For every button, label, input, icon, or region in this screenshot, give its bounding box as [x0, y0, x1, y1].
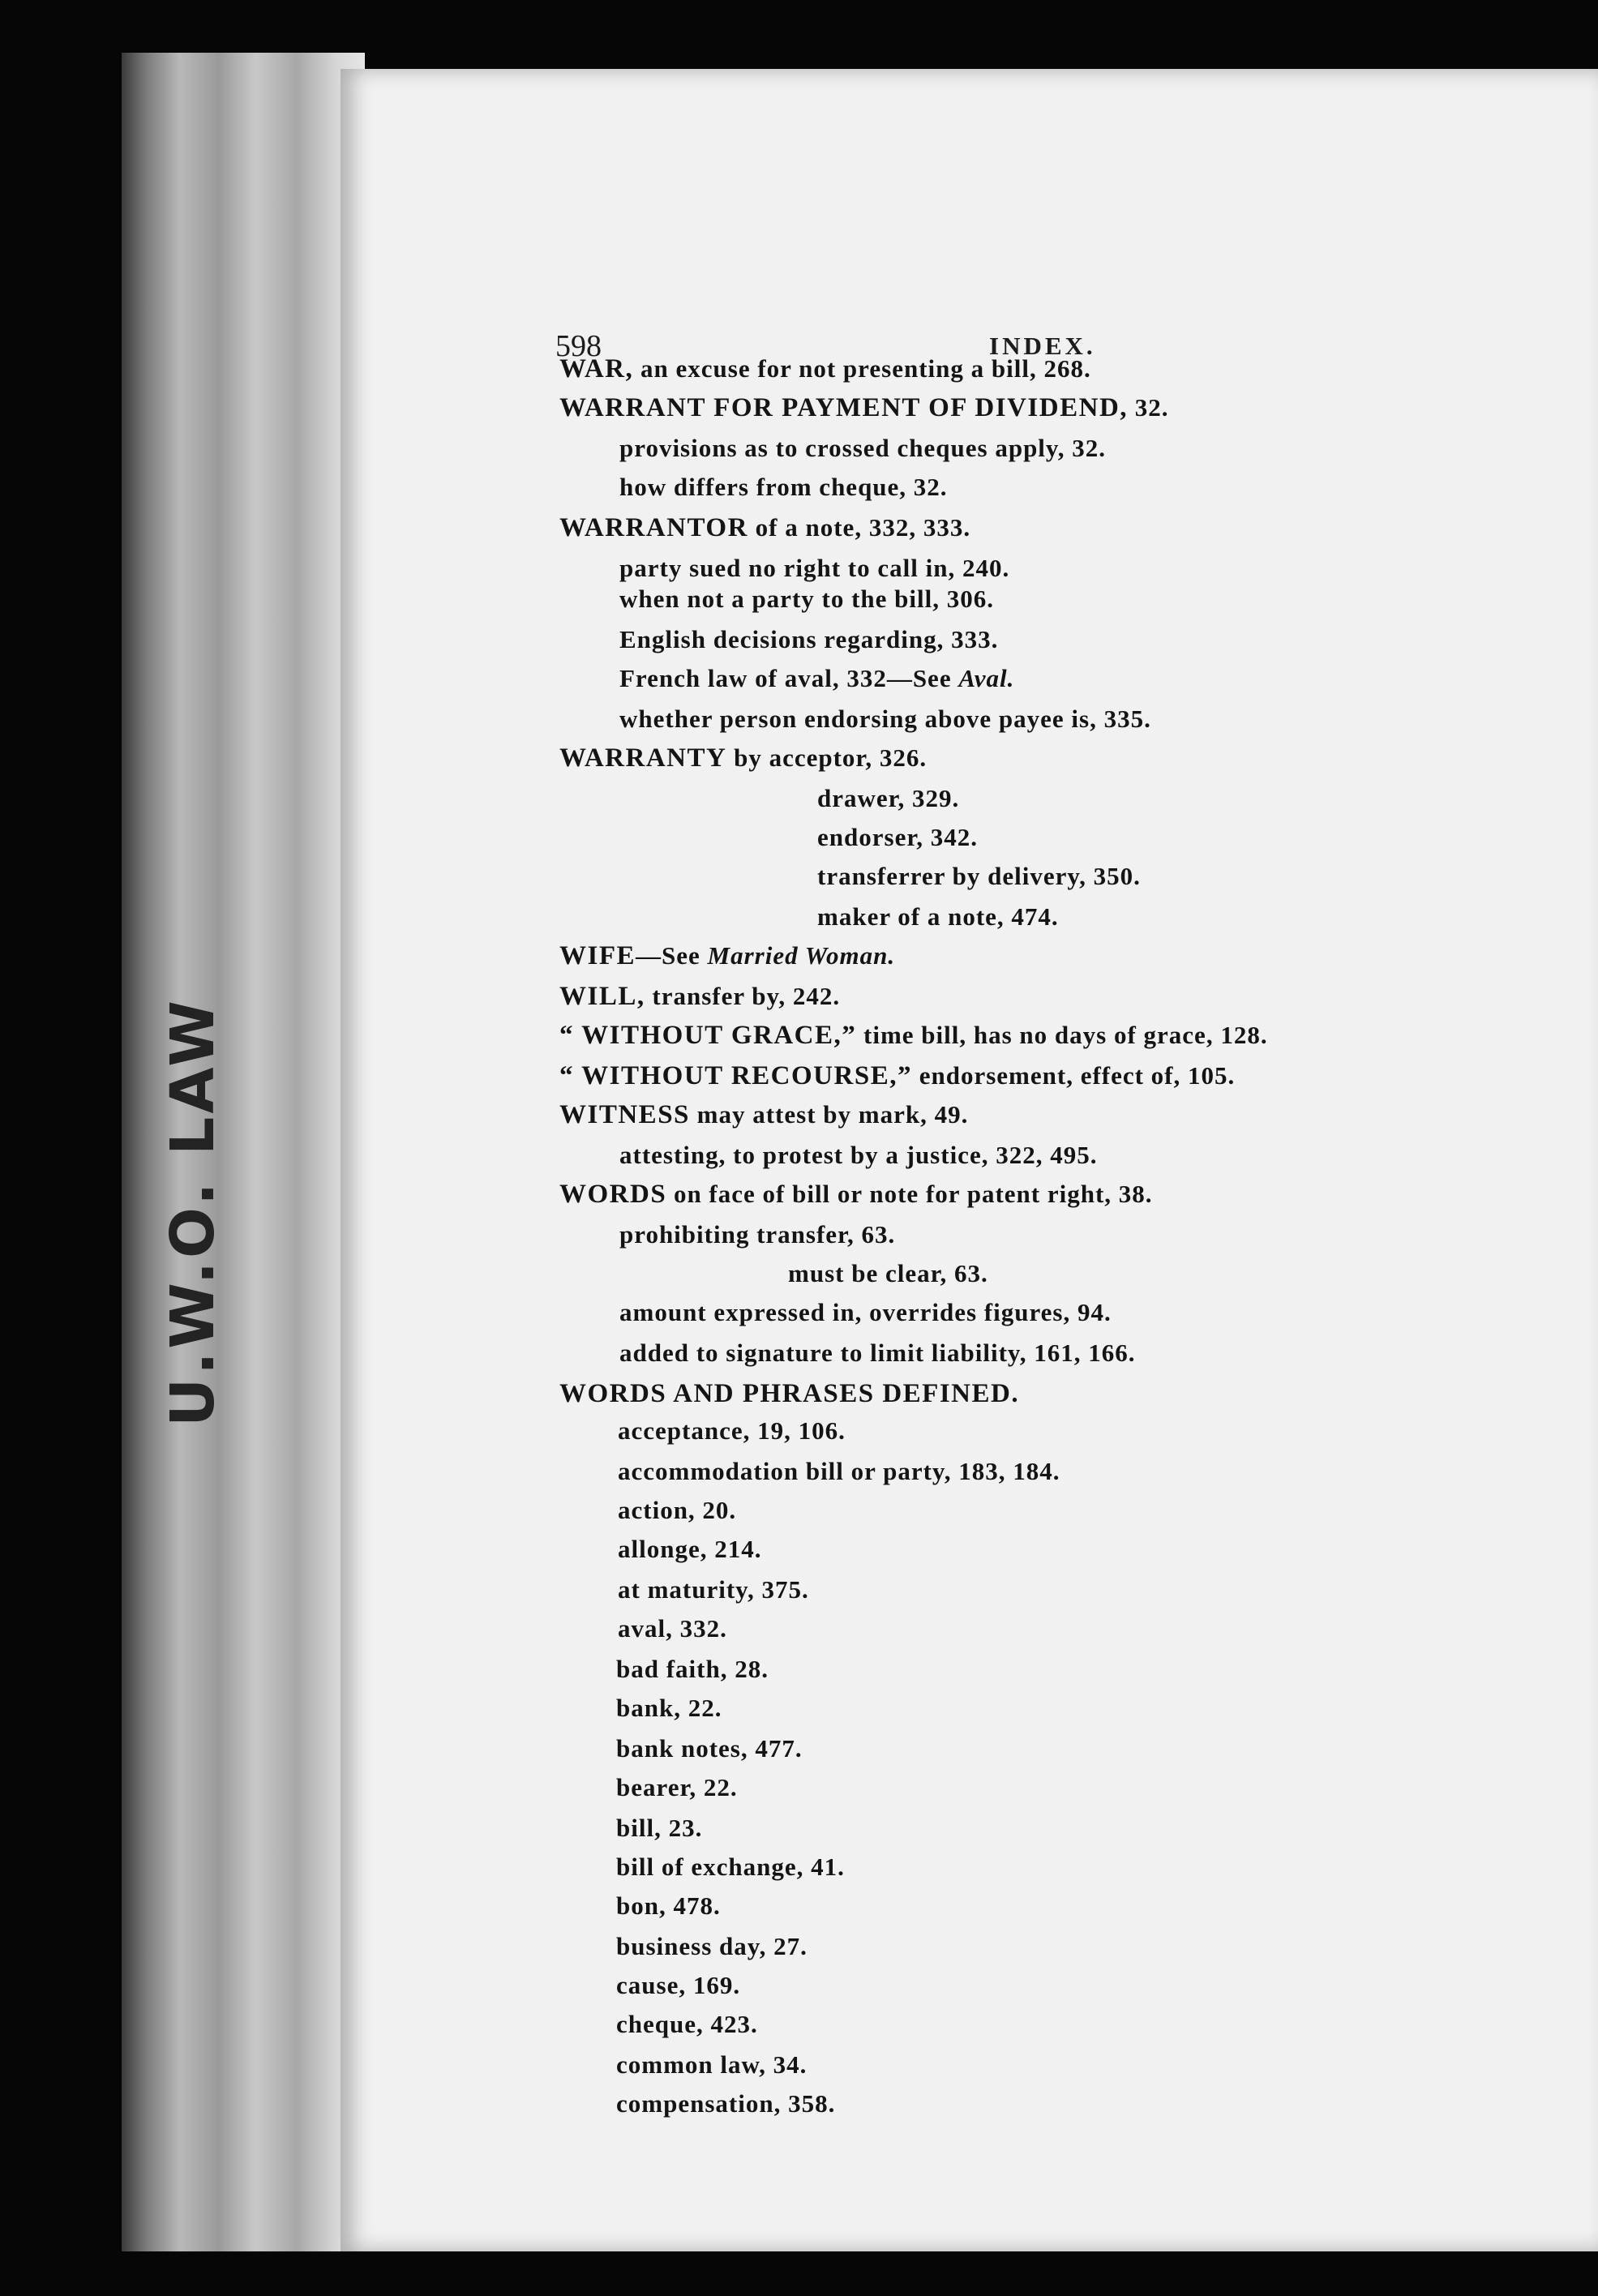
- entry-text: cause, 169.: [616, 1971, 741, 1999]
- entry-text: 32.: [1128, 393, 1169, 422]
- entry-text: allonge, 214.: [618, 1535, 762, 1563]
- running-head: INDEX.: [989, 332, 1096, 360]
- library-stamp-text: U.W.O. LAW: [158, 997, 228, 1427]
- entry-text: accommodation bill or party, 183, 184.: [618, 1457, 1060, 1485]
- index-entry: [559, 1099, 968, 1131]
- index-entry: [619, 662, 1014, 695]
- entry-text: transferrer by delivery, 350.: [817, 862, 1141, 890]
- entry-text: whether person endorsing above payee is, 335.: [619, 705, 1151, 733]
- entry-text: compensation, 358.: [616, 2089, 836, 2118]
- entry-text: bill, 23.: [616, 1814, 703, 1842]
- index-entry: [616, 1733, 803, 1765]
- entry-text: French law of aval, 332—See: [619, 664, 959, 692]
- index-entry: [559, 1060, 1235, 1092]
- entry-text: acceptance, 19, 106.: [618, 1416, 846, 1445]
- entry-text: provisions as to crossed cheques apply, 32.: [619, 434, 1106, 462]
- entry-text: maker of a note, 474.: [817, 902, 1059, 931]
- entry-text: of a note, 332, 333.: [748, 513, 971, 542]
- entry-text: may attest by mark, 49.: [689, 1100, 969, 1129]
- entry-text: prohibiting transfer, 63.: [619, 1220, 896, 1249]
- index-entry: [817, 901, 1059, 933]
- index-entry: [559, 1178, 1153, 1210]
- entry-headword: WARRANTY: [559, 743, 727, 773]
- entry-text: bad faith, 28.: [616, 1655, 769, 1683]
- entry-headword: WORDS: [559, 1180, 667, 1209]
- entry-headword: “ WITHOUT GRACE,”: [559, 1021, 857, 1050]
- index-entry: [616, 1890, 721, 1922]
- index-entry: [619, 1139, 1097, 1172]
- index-entry: [619, 1296, 1112, 1329]
- entry-text: bank notes, 477.: [616, 1734, 803, 1763]
- index-entry: [619, 1337, 1135, 1369]
- entry-text: bank, 22.: [616, 1694, 722, 1722]
- index-entry: [618, 1494, 736, 1527]
- index-entry: [559, 742, 927, 774]
- entry-text: must be clear, 63.: [788, 1259, 988, 1287]
- entry-headword: “ WITHOUT RECOURSE,”: [559, 1061, 912, 1090]
- index-entry: [619, 703, 1151, 735]
- entry-text: on face of bill or note for patent right, 38.: [666, 1180, 1153, 1208]
- index-entry: [788, 1257, 988, 1290]
- index-entry: [618, 1455, 1060, 1488]
- index-entry: [619, 552, 1009, 585]
- index-entry: [619, 583, 994, 615]
- library-stamp: [158, 997, 228, 1427]
- entry-text: cheque, 423.: [616, 2010, 758, 2038]
- entry-cross-reference: Married Woman.: [707, 941, 896, 970]
- entry-headword: WARRANTOR: [559, 513, 748, 542]
- entry-headword: WARRANT FOR PAYMENT OF DIVIDEND,: [559, 393, 1129, 422]
- entry-text: —See: [636, 941, 708, 970]
- index-entry: [559, 1019, 1268, 1052]
- index-page: [341, 69, 1598, 2251]
- page-number: 598: [555, 329, 602, 363]
- index-entry: [559, 980, 840, 1013]
- entry-text: business day, 27.: [616, 1932, 808, 1960]
- entry-text: time bill, has no days of grace, 128.: [856, 1021, 1268, 1049]
- entry-text: endorsement, effect of, 105.: [911, 1061, 1236, 1090]
- index-entry: [619, 623, 998, 656]
- entry-headword: WITNESS: [559, 1100, 690, 1129]
- index-entry: [619, 1219, 895, 1251]
- entry-text: bon, 478.: [616, 1891, 721, 1920]
- index-entry: [616, 1930, 808, 1963]
- index-entry: [817, 782, 959, 815]
- index-entry: [616, 2088, 835, 2120]
- entry-text: endorser, 342.: [817, 823, 978, 851]
- index-entry: [616, 1771, 738, 1804]
- index-entry: [616, 1851, 845, 1883]
- entry-text: English decisions regarding, 333.: [619, 625, 999, 653]
- entry-headword: WAR,: [559, 354, 634, 383]
- entry-text: by acceptor, 326.: [726, 743, 928, 772]
- entry-text: how differs from cheque, 32.: [619, 473, 948, 501]
- index-entry: [817, 821, 978, 854]
- entry-headword: WIFE: [559, 941, 636, 970]
- entry-headword: WILL,: [559, 982, 645, 1011]
- index-entry: [616, 1692, 722, 1724]
- entry-text: when not a party to the bill, 306.: [619, 585, 994, 613]
- entry-text: transfer by, 242.: [645, 982, 841, 1010]
- entry-text: an excuse for not presenting a bill, 268.: [633, 354, 1091, 383]
- index-entry: [616, 1812, 702, 1844]
- index-entry: [619, 432, 1106, 465]
- index-entry: [618, 1574, 809, 1606]
- index-entry: [616, 1969, 740, 2002]
- index-entry: [559, 392, 1169, 424]
- index-entry: [559, 940, 895, 972]
- entry-text: party sued no right to call in, 240.: [619, 554, 1010, 582]
- entry-headword: WORDS AND PHRASES DEFINED.: [559, 1379, 1020, 1408]
- index-entry: [618, 1613, 727, 1645]
- entry-text: amount expressed in, overrides figures, 94.: [619, 1298, 1112, 1326]
- entry-text: drawer, 329.: [817, 784, 960, 812]
- index-entry: [618, 1533, 761, 1566]
- entry-text: bearer, 22.: [616, 1773, 738, 1801]
- entry-text: common law, 34.: [616, 2050, 808, 2079]
- entry-text: added to signature to limit liability, 161, 166.: [619, 1339, 1136, 1367]
- entry-text: bill of exchange, 41.: [616, 1853, 845, 1881]
- index-entry: [616, 2049, 807, 2081]
- index-entry: [619, 471, 948, 503]
- index-entry: [618, 1415, 846, 1447]
- entry-text: action, 20.: [618, 1496, 737, 1524]
- entry-text: aval, 332.: [618, 1614, 727, 1643]
- index-entry: [616, 2008, 758, 2041]
- index-entry: [616, 1653, 769, 1686]
- index-entry: [559, 1377, 1019, 1410]
- entry-text: attesting, to protest by a justice, 322, 495.: [619, 1141, 1098, 1169]
- index-entry: [817, 860, 1141, 893]
- index-entry: [559, 512, 970, 544]
- entry-cross-reference: Aval.: [958, 664, 1015, 692]
- entry-text: at maturity, 375.: [618, 1575, 809, 1604]
- index-entry: [559, 353, 1091, 385]
